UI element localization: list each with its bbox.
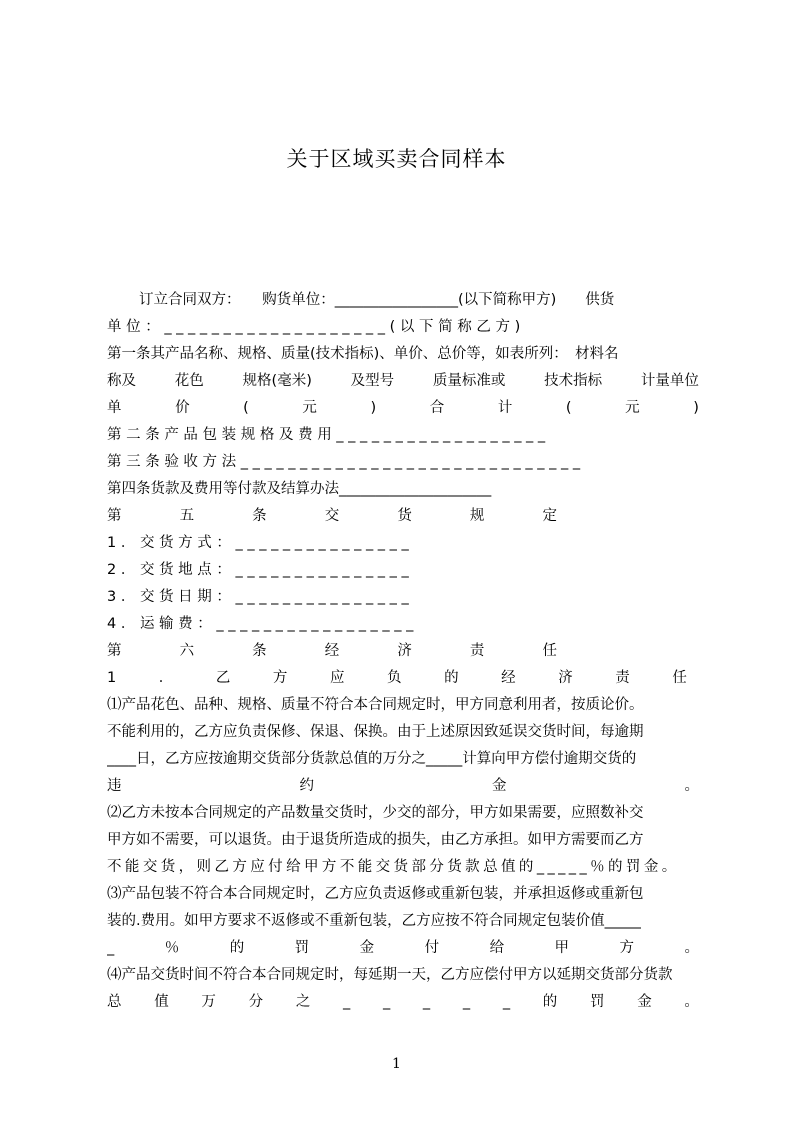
text-token: 1 xyxy=(107,670,117,686)
text-token: 合 xyxy=(429,400,445,416)
text-token: _ xyxy=(462,994,471,1010)
text-line-article-1: 第一条其产品名称、规格、质量(技术指标)、单价、总价等，如表所列： 材料名 xyxy=(107,346,619,362)
text-token: 经 xyxy=(324,643,340,659)
text-token: 负 xyxy=(387,670,402,686)
text-token: 总 xyxy=(107,994,122,1010)
text-token: 货 xyxy=(397,508,412,524)
text-token: 之 xyxy=(295,994,311,1010)
text-line-clause-1c: ____日，乙方应按逾期交货部分货款总值的万分之_____计算向甲方偿付逾期交货的 xyxy=(107,751,637,767)
text-line-transport-fee: 4 ． 运 输 费 ： _ _ _ _ _ _ _ _ _ _ _ _ _ _ _ _ _ xyxy=(107,616,414,632)
text-token: 应 xyxy=(329,670,345,686)
text-line-clause-1b: 不能利用的，乙方应负责保修、保退、保换。由于上述原因致延误交货时间，每逾期 xyxy=(107,724,644,740)
text-token: ％ xyxy=(164,940,180,956)
text-token: 罚 xyxy=(589,994,605,1010)
text-token: 元 xyxy=(625,400,640,416)
text-line-clause-2b: 甲方如不需要，可以退货。由于退货所造成的损失，由乙方承担。如甲方需要而乙方 xyxy=(107,832,644,848)
text-line-delivery-method: 1 ． 交 货 方 式 ： _ _ _ _ _ _ _ _ _ _ _ _ _ _ _ xyxy=(107,535,409,551)
text-line-delivery-place: 2 ． 交 货 地 点 ： _ _ _ _ _ _ _ _ _ _ _ _ _ _ _ xyxy=(107,562,409,578)
text-line-clause-1d xyxy=(107,775,699,797)
page-number: 1 xyxy=(392,1056,401,1072)
text-line-clause-3a: ⑶产品包装不符合本合同规定时，乙方应负责返修或重新包装，并承担返修或重新包 xyxy=(107,886,644,902)
text-token: 责 xyxy=(615,670,630,686)
text-token: 甲 xyxy=(554,940,570,956)
text-token: 质量标准或 xyxy=(432,373,506,389)
text-token: _ xyxy=(107,940,115,956)
document-title: 关于区域买卖合同样本 xyxy=(286,147,507,171)
text-line-clause-4a: ⑷产品交货时间不符合本合同规定时，每延期一天，乙方应偿付甲方以延期交货部分货款 xyxy=(107,967,673,983)
heading-party-b-liability xyxy=(107,667,687,689)
text-token: 五 xyxy=(179,508,195,524)
text-token: 称及 xyxy=(107,373,136,389)
text-line-parties: 订立合同双方： 购货单位：_________________(以下简称甲方) 供货 xyxy=(139,292,615,308)
heading-article-6 xyxy=(107,640,557,662)
text-token: ( xyxy=(243,400,249,416)
text-token: 济 xyxy=(558,670,573,686)
text-token: 乙 xyxy=(215,670,231,686)
text-token: 金 xyxy=(637,994,652,1010)
text-token: ． xyxy=(158,670,174,686)
text-line-clause-2a: ⑵乙方未按本合同规定的产品数量交货时，少交的部分，甲方如果需要，应照数补交 xyxy=(107,805,644,821)
text-token: 付 xyxy=(424,940,440,956)
text-token: ( xyxy=(565,400,572,416)
text-token: 给 xyxy=(489,940,505,956)
text-token: 第 xyxy=(107,508,122,524)
text-token: 金 xyxy=(492,778,507,794)
text-token: 分 xyxy=(248,994,264,1010)
text-line-article-3: 第 三 条 验 收 方 法 _ _ _ _ _ _ _ _ _ _ _ _ _ _ _ _ _ _ _ _ _ _ _ _ _ _ _ _ _ xyxy=(107,454,581,470)
text-token: 花色 xyxy=(174,373,204,389)
text-token: 违 xyxy=(107,778,122,794)
text-token: 技术指标 xyxy=(544,373,603,389)
text-line-clause-4b xyxy=(107,991,699,1013)
text-line-article-4: 第四条货款及费用等付款及结算办法_____________________ xyxy=(107,481,492,497)
text-token: _ xyxy=(422,994,431,1010)
text-token: 单 xyxy=(107,400,122,416)
text-token: 条 xyxy=(252,643,267,659)
text-token: _ xyxy=(343,994,351,1010)
text-token: 计 xyxy=(497,400,513,416)
text-token: 罚 xyxy=(294,940,310,956)
text-token: 的 xyxy=(444,670,459,686)
text-token: 定 xyxy=(542,508,557,524)
text-token: 交 xyxy=(324,508,340,524)
text-token: 任 xyxy=(542,643,557,659)
text-token: 济 xyxy=(397,643,412,659)
text-token: 计量单位 xyxy=(640,373,699,389)
text-token: 第 xyxy=(107,643,122,659)
text-token: 价 xyxy=(175,400,190,416)
text-token: 规格(毫米) xyxy=(242,373,312,389)
text-line-clause-1a: ⑴产品花色、品种、规格、质量不符合本合同规定时，甲方同意利用者，按质论价。 xyxy=(107,697,644,713)
text-token: ) xyxy=(370,400,377,416)
text-line-clause-2c: 不 能 交 货 ， 则 乙 方 应 付 给 甲 方 不 能 交 货 部 分 货 款 总 值 的 _ _ _ _ _ ％ 的 罚 金 。 xyxy=(107,859,676,875)
text-token: 条 xyxy=(252,508,267,524)
text-token: 方 xyxy=(619,940,634,956)
text-token: _ xyxy=(502,994,511,1010)
text-line-clause-3c xyxy=(107,937,699,959)
text-token: 及型号 xyxy=(350,373,395,389)
text-token: _ xyxy=(382,994,391,1010)
text-token: 。 xyxy=(684,940,699,956)
text-token: 万 xyxy=(201,994,216,1010)
text-token: 。 xyxy=(684,778,699,794)
table-header-row-1 xyxy=(107,370,699,392)
text-token: 的 xyxy=(229,940,245,956)
text-token: 规 xyxy=(469,508,485,524)
text-token: 六 xyxy=(179,643,195,659)
text-token: 经 xyxy=(501,670,516,686)
text-line-clause-3b: 装的.费用。如甲方要求不返修或不重新包装，乙方应按不符合同规定包装价值_____ xyxy=(107,913,641,929)
text-line-seller: 单 位 ： _ _ _ _ _ _ _ _ _ _ _ _ _ _ _ _ _ _ _ ( 以 下 简 称 乙 方 ) xyxy=(107,319,521,335)
text-token: 约 xyxy=(299,778,314,794)
text-token: 金 xyxy=(359,940,375,956)
text-line-delivery-date: 3 ． 交 货 日 期 ： _ _ _ _ _ _ _ _ _ _ _ _ _ _ _ xyxy=(107,589,409,605)
text-token: ) xyxy=(693,400,699,416)
text-token: 元 xyxy=(302,400,317,416)
text-token: 值 xyxy=(154,994,169,1010)
text-token: 。 xyxy=(684,994,699,1010)
text-token: 责 xyxy=(469,643,485,659)
text-token: 的 xyxy=(542,994,558,1010)
text-line-article-2: 第 二 条 产 品 包 装 规 格 及 费 用 _ _ _ _ _ _ _ _ _ _ _ _ _ _ _ _ _ _ xyxy=(107,427,546,443)
text-token: 任 xyxy=(672,670,687,686)
table-header-row-2 xyxy=(107,397,699,419)
heading-article-5 xyxy=(107,505,557,527)
text-token: 方 xyxy=(272,670,288,686)
